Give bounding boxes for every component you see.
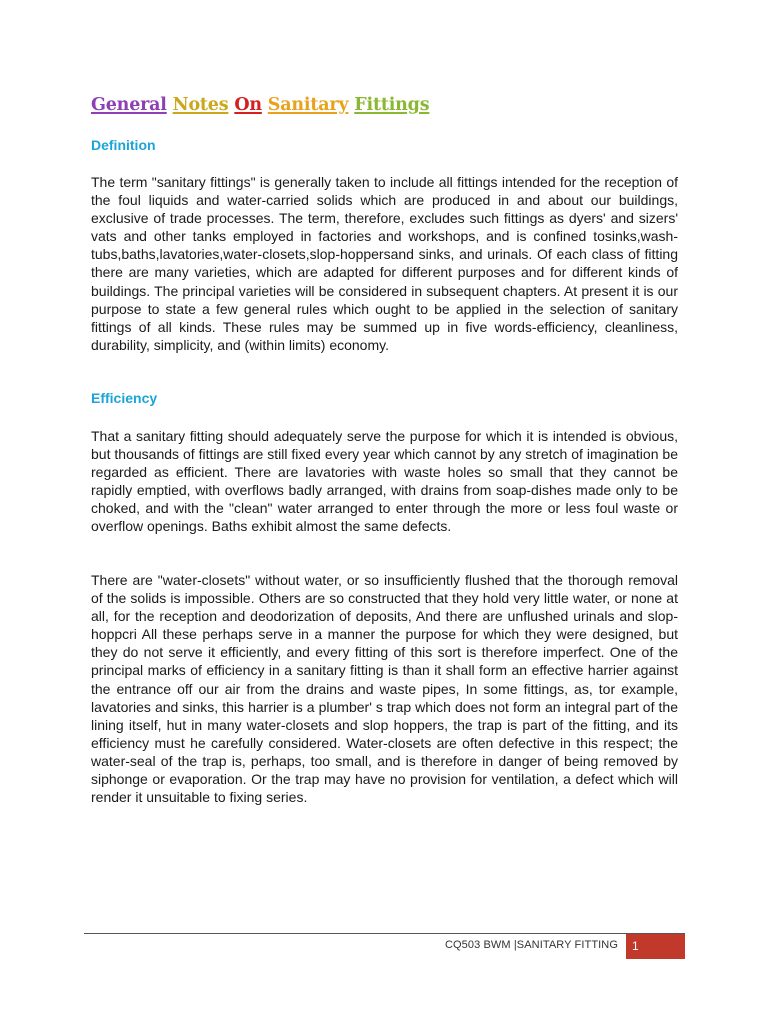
title-word-on: On: [234, 95, 262, 115]
footer-divider: [84, 933, 685, 934]
efficiency-paragraph-2: There are "water-closets" without water, or so insufficiently flushed that the thorough removal of the solids is impossible. Others are so constructed that they hold very little water, or none at all, for the reception and deodorization of deposits, And there are unflushed urinals and slop-hoppcri All these perhaps serve in a manner the purpose for which they were designed, but they do not serve it efficiently, and every fitting of this sort is therefore imperfect. One of the principal marks of efficiency in a sanitary fitting is than it shall form an effective harrier against the entrance off our air from the drains and waste pipes, In some fittings, as, tor example, lavatories and sinks, this harrier is a plumber' s trap which does not form an integral part of the lining itself, hut in many water-closets and slop hoppers, the trap is part of the fitting, and its efficiency must he carefully considered. Water-closets are often defective in this respect; the water-seal of the trap is, perhaps, too small, and is therefore in danger of being removed by siphonge or evaporation. Or the trap may have no provision for ventilation, a defect which will render it unsuitable to fixing series.: [91, 572, 678, 806]
title-word-fittings: Fittings: [354, 95, 430, 115]
title-word-general: General: [91, 95, 167, 115]
title-word-notes: Notes: [172, 95, 229, 115]
footer-label: CQ503 BWM |SANITARY FITTING: [444, 939, 618, 951]
definition-paragraph: The term "sanitary fittings" is generally taken to include all fittings intended for the reception of the foul liquids and water-carried solids which are produced in and about our buildings, exclusive of trade processes. The term, therefore, excludes such fittings as dyers' and sizers' vats and other tanks employed in factories and workshops, and is confined tosinks,wash-tubs,baths,lavatories,water-closets,slop-hoppersand sinks, and urinals. Of each class of fitting there are many varieties, which are adapted for different purposes and for different kinds of buildings. The principal varieties will be considered in subsequent chapters. At present it is our purpose to state a few general rules which ought to be applied in the selection of sanitary fittings of all kinds. These rules may be summed up in five words-efficiency, cleanliness, durability, simplicity, and (within limits) economy.: [91, 174, 678, 353]
efficiency-paragraph-1: That a sanitary fitting should adequately serve the purpose for which it is intended is obvious, but thousands of fittings are still fixed every year which cannot by any stretch of imagination be regarded as efficient. There are lavatories with waste holes so small that they cannot be rapidly emptied, with overflows badly arranged, with drains from soap-dishes made only to be choked, and with the "clean" water arranged to enter through the more or less foul waste or overflow openings. Baths exhibit almost the same defects.: [91, 428, 678, 535]
definition-heading: Definition: [91, 137, 156, 153]
page-number-badge: 1: [626, 934, 685, 959]
title-word-sanitary: Sanitary: [267, 95, 349, 115]
efficiency-heading: Efficiency: [91, 390, 158, 406]
page-title: [91, 94, 429, 116]
